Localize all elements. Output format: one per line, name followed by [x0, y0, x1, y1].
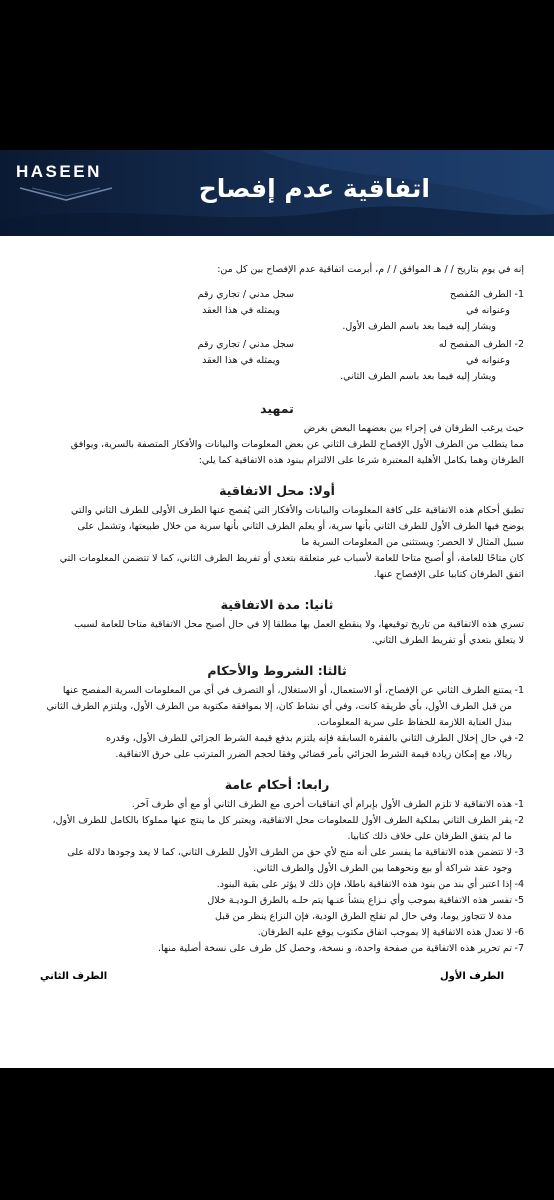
section2-title: ثانيا: مدة الاتفاقية: [220, 597, 334, 612]
company-logo: HASEEN: [16, 162, 102, 181]
section3-item-2: [30, 731, 524, 763]
item-line: في حال إخلال الطرف الثاني بالفقرة السابقة فإنه يلتزم بدفع قيمة الشرط الجزائي للطرف الأول، وقدره: [105, 733, 512, 744]
signature-row: [0, 957, 554, 982]
header-banner: [0, 150, 554, 236]
section4-item-1: [30, 797, 524, 813]
item-line: لا تتضمن هذه الاتفاقية ما يفسر على أنه منح لأي حق من الطرف الأول للطرف الثاني، كما لا يعد وجودها دلالة على: [67, 847, 512, 858]
item-number: 5-: [514, 895, 524, 906]
party1-address: وعنوانه في: [466, 305, 510, 316]
section1-title: أولا: محل الاتفاقية: [219, 483, 335, 498]
signature-first-party: الطرف الأول: [439, 971, 504, 982]
party2-address: وعنوانه في: [466, 355, 510, 366]
agreement-page: [0, 150, 554, 1068]
item-line: إذا اعتبر أي بند من بنود هذه الاتفاقية باطلا، فإن ذلك لا يؤثر على بقية البنود.: [216, 879, 512, 890]
section1-line-3: سبيل المثال لا الحصر: ويستثنى من المعلومات السرية ما: [301, 537, 524, 548]
item-number: 6-: [514, 927, 524, 938]
party1-label: 1- الطرف المُفصح: [449, 289, 524, 300]
item-line: لا تعدل هذه الاتفاقية إلا بموجب اتفاق مكتوب يوقع عليه الطرفان.: [257, 927, 512, 938]
preamble-line-1: حيث يرغب الطرفان في إجراء بين بعضهما البعض بغرض: [303, 423, 524, 434]
item-line: من قبل الطرف الأول، بأي طريقة كانت، وفي أي نشاط كان، إلا بموافقة مكتوبة من الطرف الأول، ويلتزم الطرف الثاني: [46, 701, 512, 712]
item-line: ببذل العناية اللازمة للحفاظ على سرية المعلومات.: [316, 717, 512, 728]
section3-item-1: [30, 683, 524, 731]
party1-reference: ويشار إليه فيما بعد باسم الطرف الأول.: [342, 321, 496, 332]
intro-line: إنه في يوم بتاريخ / / هـ الموافق / / م، أبرمت اتفاقية عدم الإفصاح بين كل من:: [217, 264, 524, 275]
preamble-title: تمهيد: [260, 401, 294, 416]
section4-item-5: [30, 893, 524, 925]
section2-line-2: لا يتعلق بتعدي أو تفريط الطرف الثاني.: [371, 635, 524, 646]
item-number: 1-: [514, 685, 524, 696]
section3-list: [30, 683, 524, 763]
document-body: [0, 236, 554, 957]
section4-item-3: [30, 845, 524, 877]
section1-line-4: كان متاحًا للعامة، أو أصبح متاحا للعامة لأسباب غير متعلقة بتعدي أو تفريط الطرف الثاني، كما لا تتضمن المعلومات التي: [59, 553, 524, 564]
logo-shield-icon: [18, 186, 114, 204]
item-line: وجود عقد شراكة أو بيع ونحوهما بين الطرف الأول والطرف الثاني.: [253, 863, 512, 874]
party1-representative: ويمثله في هذا العقد: [202, 305, 280, 316]
item-line: ما لم يتفق الطرفان على خلاف ذلك كتابيا.: [347, 831, 512, 842]
signature-second-party: الطرف الثاني: [40, 971, 108, 982]
section4-item-2: [30, 813, 524, 845]
item-line: تفسر هذه الاتفاقية بموجب وأي نـزاع ينشأ عنـها يتم حلـه بالطرق الـوديـة خلال: [207, 895, 512, 906]
section4-item-7: [30, 941, 524, 957]
item-number: 3-: [514, 847, 524, 858]
party2-reference: ويشار إليه فيما بعد باسم الطرف الثاني.: [340, 371, 496, 382]
party2-representative: ويمثله في هذا العقد: [202, 355, 280, 366]
item-number: 2-: [514, 815, 524, 826]
item-number: 1-: [514, 799, 524, 810]
item-number: 2-: [514, 733, 524, 744]
item-number: 7-: [514, 943, 524, 954]
preamble-line-2: مما يتطلب من الطرف الأول الإفصاح للطرف الثاني عن بعض المعلومات والبيانات والأفكار المتصفة بالسرية، ويوافق: [70, 439, 524, 450]
section4-item-6: [30, 925, 524, 941]
section1-line-5: اتفق الطرفان كتابيا على الإفصاح عنها.: [373, 569, 524, 580]
item-line: ريالا، مع إمكان زيادة قيمة الشرط الجزائي بأمر قضائي وفقا لحجم الضرر المترتب على خرق الاتفاقية.: [115, 749, 512, 760]
section4-title: رابعا: أحكام عامة: [224, 777, 330, 792]
party1-registration: سجل مدني / تجاري رقم: [197, 289, 294, 300]
item-line: مدة لا تتجاوز يوما، وفي حال لم تفلح الطرق الودية، فإن النزاع ينظر من قبل: [215, 911, 512, 922]
section1-line-1: تطبق أحكام هذه الاتفاقية على كافة المعلومات والبيانات والأفكار التي يُفصح عنها الطرف الأولى للطرف الثاني والتي: [71, 505, 524, 516]
item-number: 4-: [514, 879, 524, 890]
party-first: [30, 287, 524, 335]
item-line: يقر الطرف الثاني بملكية الطرف الأول للمعلومات محل الاتفاقية، ويعتبر كل ما ينتج عنها مملوكا بالكامل للطرف الأول،: [52, 815, 512, 826]
section3-title: ثالثا: الشروط والأحكام: [207, 663, 347, 678]
party2-label: 2- الطرف المفصح له: [438, 339, 524, 350]
party2-registration: سجل مدني / تجاري رقم: [197, 339, 294, 350]
section4-item-4: [30, 877, 524, 893]
section1-line-2: يوضح فيها الطرف الأول للطرف الثاني بأنها سرية، أو يعلم الطرف الثاني بأنها سرية من خلال طبيعتها، وتشمل على: [77, 521, 524, 532]
preamble-line-3: الطرفان وهما بكامل الأهلية المعتبرة شرعا على الالتزام ببنود هذه الاتفاقية كما يلي:: [198, 455, 524, 466]
section4-list: [30, 797, 524, 957]
item-line: تم تحرير هذه الاتفاقية من صفحة واحدة، و نسخة، وحصل كل طرف على نسخة أصلية منها.: [158, 943, 512, 954]
item-line: يمتنع الطرف الثاني عن الإفصاح، أو الاستعمال، أو الاستغلال، أو التصرف في أي من المعلومات السرية المفصح عنها: [62, 685, 512, 696]
document-title: اتفاقية عدم إفصاح: [198, 174, 430, 203]
section2-line-1: تسري هذه الاتفاقية من تاريخ توقيعها، ولا ينقطع العمل بها مطلقا إلا في حال أصبح محل الاتفاقية متاحا للعامة لسبب: [74, 619, 524, 630]
party-second: [30, 337, 524, 385]
item-line: هذه الاتفاقية لا تلزم الطرف الأول بإبرام أي اتفاقيات أخرى مع الطرف الثاني أو مع أي طرف آخر.: [131, 799, 512, 810]
